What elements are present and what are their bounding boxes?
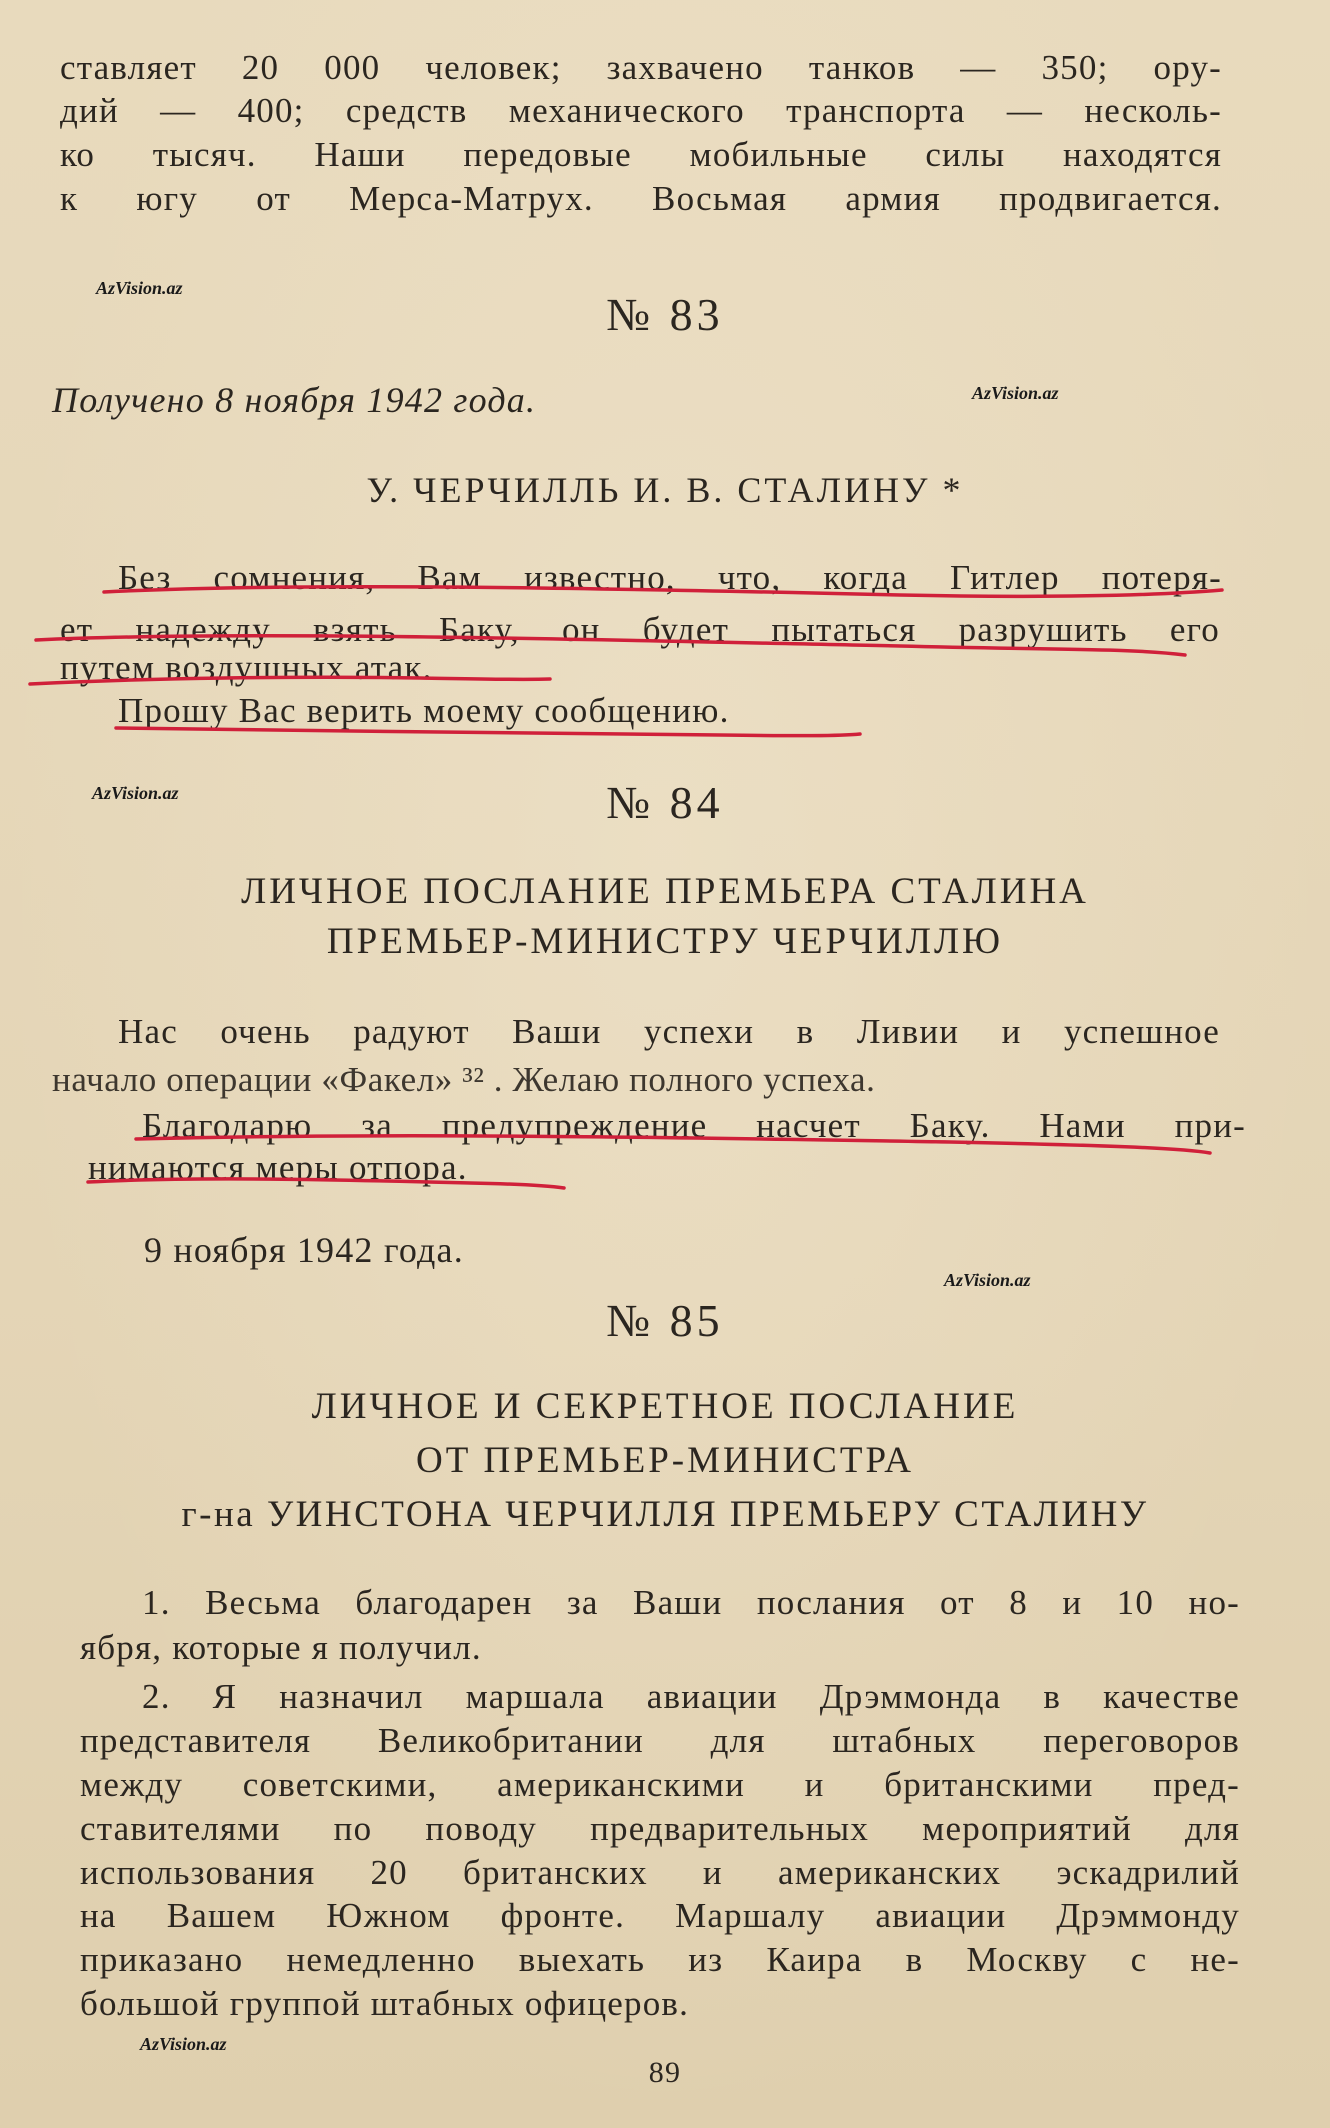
doc85-line-10: большой группой штабных офицеров.: [80, 1984, 690, 2023]
doc84-line-4: нимаются меры отпора.: [88, 1148, 468, 1187]
top-line-3: ко тысяч. Наши передовые мобильные силы находятся: [60, 135, 1222, 174]
watermark: AzVision.az: [140, 2034, 227, 2054]
doc83-line-3: путем воздушных атак.: [60, 648, 433, 687]
doc84-date: 9 ноября 1942 года.: [144, 1230, 464, 1270]
doc83-line-2: ет надежду взять Баку, он будет пытаться разрушить его: [60, 610, 1220, 649]
doc85-line-3: 2. Я назначил маршала авиации Дрэммонда в качестве: [142, 1677, 1240, 1716]
doc85-number: № 85: [606, 1295, 724, 1346]
doc83-line-4: Прошу Вас верить моему сообщению.: [118, 691, 730, 730]
doc85-title-line-2: ОТ ПРЕМЬЕР-МИНИСТРА: [415, 1440, 915, 1481]
doc84-line-2: начало операции «Факел» ³² . Желаю полного успеха.: [52, 1060, 876, 1099]
watermark: AzVision.az: [972, 383, 1059, 403]
doc83-number: № 83: [606, 289, 724, 340]
watermark: AzVision.az: [944, 1270, 1031, 1290]
top-line-4: к югу от Мерса-Матрух. Восьмая армия продвигается.: [60, 179, 1222, 218]
doc85-line-6: ставителями по поводу предварительных мероприятий для: [80, 1809, 1240, 1848]
doc83-title: У. ЧЕРЧИЛЛЬ И. В. СТАЛИНУ *: [366, 470, 964, 510]
doc85-line-4: представителя Великобритании для штабных переговоров: [80, 1721, 1240, 1760]
doc85-line-2: ября, которые я получил.: [80, 1628, 482, 1667]
doc84-line-1: Нас очень радуют Ваши успехи в Ливии и успешное: [118, 1012, 1220, 1051]
doc84-title-line-2: ПРЕМЬЕР-МИНИСТРУ ЧЕРЧИЛЛЮ: [326, 921, 1004, 962]
watermark: AzVision.az: [92, 783, 179, 803]
doc85-line-9: приказано немедленно выехать из Каира в Москву с не-: [80, 1940, 1240, 1979]
doc85-title-line-3: г-на УИНСТОНА ЧЕРЧИЛЛЯ ПРЕМЬЕРУ СТАЛИНУ: [181, 1494, 1149, 1535]
doc85-line-7: использования 20 британских и американских эскадрилий: [80, 1853, 1240, 1892]
doc84-line-3: Благодарю за предупреждение насчет Баку. Нами при-: [142, 1106, 1246, 1145]
doc85-line-5: между советскими, американскими и британскими пред-: [80, 1765, 1240, 1804]
doc85-title-line-1: ЛИЧНОЕ И СЕКРЕТНОЕ ПОСЛАНИЕ: [311, 1386, 1019, 1427]
doc85-line-8: на Вашем Южном фронте. Маршалу авиации Дрэммонду: [80, 1896, 1240, 1935]
doc83-received: Получено 8 ноября 1942 года.: [52, 380, 537, 420]
page-number: 89: [648, 2056, 682, 2089]
doc85-line-1: 1. Весьма благодарен за Ваши послания от 8 и 10 но-: [142, 1583, 1240, 1622]
top-line-1: ставляет 20 000 человек; захвачено танков — 350; ору-: [60, 48, 1222, 87]
doc83-line-1: Без сомнения, Вам известно, что, когда Гитлер потеря-: [118, 558, 1222, 597]
doc84-number: № 84: [606, 777, 724, 828]
watermark: AzVision.az: [96, 278, 183, 298]
doc84-title-line-1: ЛИЧНОЕ ПОСЛАНИЕ ПРЕМЬЕРА СТАЛИНА: [241, 871, 1089, 912]
top-line-2: дий — 400; средств механического транспорта — несколь-: [60, 91, 1222, 130]
